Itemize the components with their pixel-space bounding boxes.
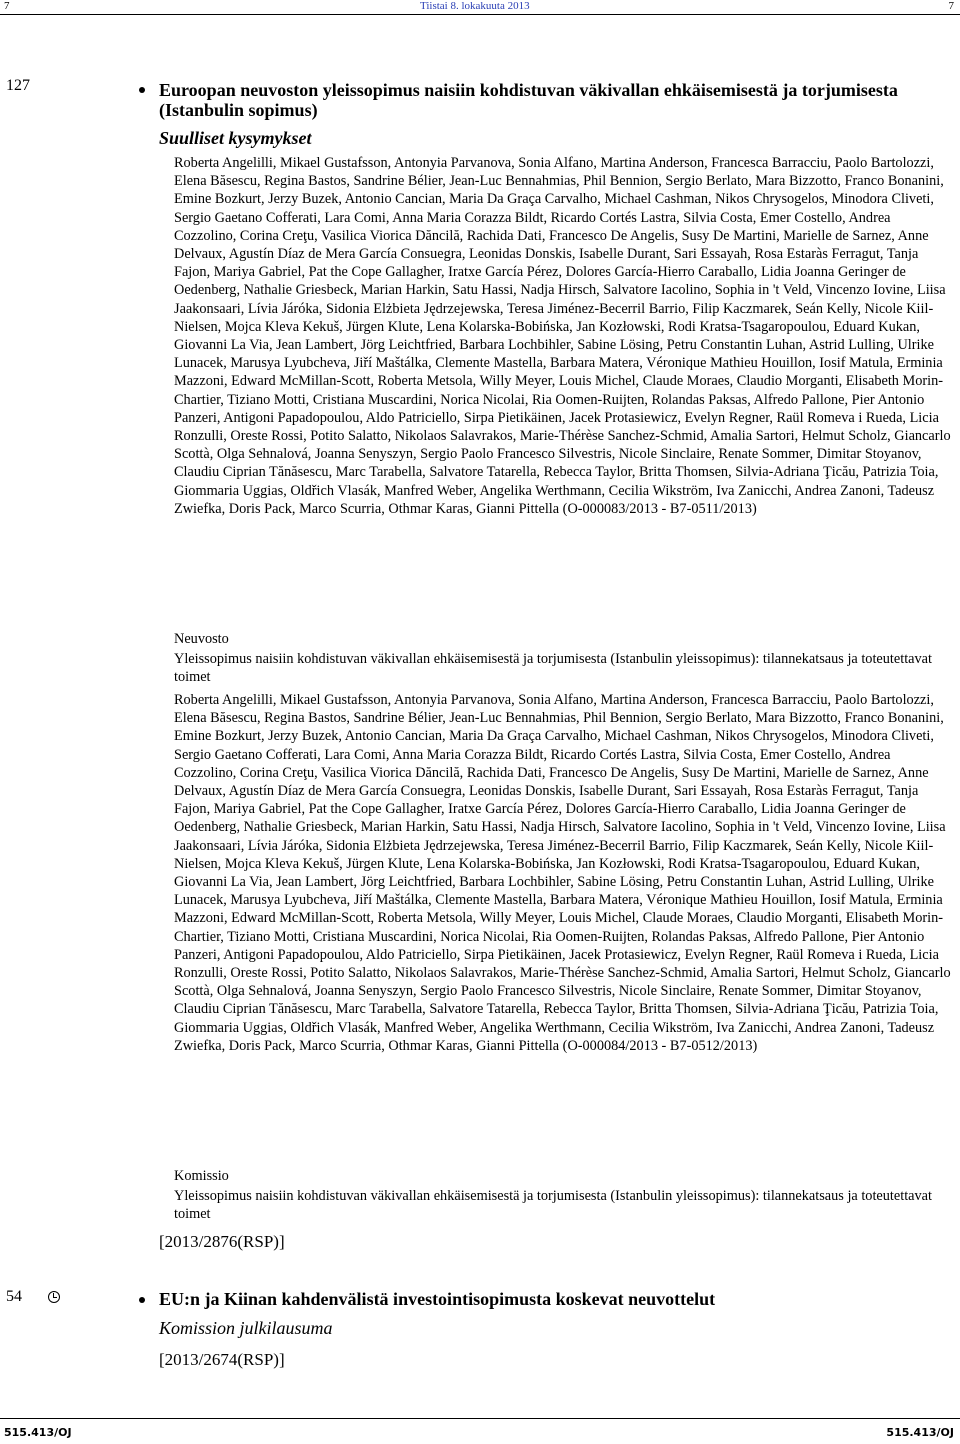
page-footer: [0, 1418, 960, 1444]
footer-doc-ref-right: 515.413/OJ: [886, 1426, 954, 1439]
question-topic: Yleissopimus naisiin kohdistuvan väkivallan ehkäisemisestä ja torjumisesta (Istanbulin yleissopimus): tilannekatsaus ja toteutettavat toimet: [174, 1188, 932, 1223]
clock-icon: [48, 1291, 60, 1303]
footer-rule: [0, 1418, 960, 1419]
item-number: 127: [6, 77, 30, 94]
header-rule: [0, 14, 960, 15]
question-topic: Yleissopimus naisiin kohdistuvan väkivallan ehkäisemisestä ja torjumisesta (Istanbulin yleissopimus): tilannekatsaus ja toteutettavat toimet: [174, 651, 932, 686]
procedure-reference: [2013/2876(RSP)]: [159, 1232, 285, 1251]
item-subtitle: Komission julkilausuma: [159, 1318, 333, 1338]
item-title: EU:n ja Kiinan kahdenvälistä investointisopimusta koskevat neuvottelut: [159, 1289, 716, 1309]
page-header: [0, 0, 960, 14]
footer-doc-ref-left: 515.413/OJ: [4, 1426, 72, 1439]
bullet-icon: [139, 87, 145, 93]
header-page-number-right: 7: [948, 0, 954, 12]
header-page-number-left: 7: [4, 0, 10, 12]
question-addressee: Neuvosto: [174, 631, 229, 647]
question-addressee: Komissio: [174, 1168, 229, 1184]
header-date: Tiistai 8. lokakuuta 2013: [420, 0, 530, 12]
bullet-icon: [139, 1297, 145, 1303]
item-number: 54: [6, 1288, 22, 1305]
item-subtitle: Suulliset kysymykset: [159, 128, 312, 148]
question-authors: Roberta Angelilli, Mikael Gustafsson, Antonyia Parvanova, Sonia Alfano, Martina Anderson, Francesca Barracciu, Paolo Bartolozzi, Elena Băsescu, Regina Bastos, Sandrine Bélier, Jean-Luc Bennahmias, Phil Bennion, Sergio Berlato, Mara Bizzotto, Franco Bonanini, Emine Bozkurt, Jerzy Buzek, Antonio Cancian, Maria Da Graça Carvalho, Michael Cashman, Nikos Chrysogelos, Minodora Cliveti, Sergio Gaetano Cofferati, Lara Comi, Anna Maria Corazza Bildt, Ricardo Cortés Lastra, Silvia Costa, Emer Costello, Andrea Cozzolino, Corina Creţu, Vasilica Viorica Dăncilă, Rachida Dati, Francesco De Angelis, Susy De Martini, Marielle de Sarnez, Anne Delvaux, Agustín Díaz de Mera García Consuegra, Leonidas Donskis, Isabelle Durant, Sari Essayah, Rosa Estaràs Ferragut, Tanja Fajon, Mariya Gabriel, Pat the Cope Gallagher, Iratxe García Pérez, Dolores García-Hierro Caraballo, Lidia Joanna Geringer de Oedenberg, Nathalie Griesbeck, Marian Harkin, Satu Hassi, Nadja Hirsch, Salvatore Iacolino, Sophia in 't Veld, Vincenzo Iovine, Liisa Jaakonsaari, Lívia Járóka, Sidonia Elżbieta Jędrzejewska, Teresa Jiménez-Becerril Barrio, Filip Kaczmarek, Seán Kelly, Nicole Kiil-Nielsen, Mojca Kleva Kekuš, Jürgen Klute, Lena Kolarska-Bobińska, Jan Kozłowski, Rodi Kratsa-Tsagaropoulou, Eduard Kukan, Giovanni La Via, Jean Lambert, Jörg Leichtfried, Barbara Lochbihler, Sabine Lösing, Petru Constantin Luhan, Astrid Lulling, Ulrike Lunacek, Marusya Lyubcheva, Jiří Maštálka, Clemente Mastella, Barbara Matera, Véronique Mathieu Houillon, Iosif Matula, Erminia Mazzoni, Edward McMillan-Scott, Roberta Metsola, Willy Meyer, Louis Michel, Claude Moraes, Claudio Morganti, Elisabeth Morin-Chartier, Tiziano Motti, Cristiana Muscardini, Norica Nicolai, Ria Oomen-Ruijten, Rolandas Paksas, Alfredo Pallone, Pier Antonio Panzeri, Antigoni Papadopoulou, Aldo Patriciello, Sirpa Pietikäinen, Jacek Protasiewicz, Evelyn Regner, Raül Romeva i Rueda, Licia Ronzulli, Oreste Rossi, Potito Salatto, Nikolaos Salavrakos, Marie-Thérèse Sanchez-Schmid, Amalia Sartori, Helmut Scholz, Giancarlo Scottà, Olga Sehnalová, Joanna Senyszyn, Sergio Paolo Francesco Silvestris, Nicole Sinclaire, Renate Sommer, Dimitar Stoyanov, Claudiu Ciprian Tănăsescu, Marc Tarabella, Salvatore Tatarella, Rebecca Taylor, Britta Thomsen, Silvia-Adriana Ţicău, Patrizia Toia, Giommaria Uggias, Oldřich Vlasák, Manfred Weber, Angelika Werthmann, Cecilia Wikström, Iva Zanicchi, Andrea Zanoni, Tadeusz Zwiefka, Doris Pack, Marco Scurria, Othmar Karas, Gianni Pittella (O-000084/2013 - B7-0512/2013): [174, 692, 951, 1054]
item-title: Euroopan neuvoston yleissopimus naisiin kohdistuvan väkivallan ehkäisemisestä ja torjumisesta (Istanbulin sopimus): [159, 80, 898, 120]
question-authors: Roberta Angelilli, Mikael Gustafsson, Antonyia Parvanova, Sonia Alfano, Martina Anderson, Francesca Barracciu, Paolo Bartolozzi, Elena Băsescu, Regina Bastos, Sandrine Bélier, Jean-Luc Bennahmias, Phil Bennion, Sergio Berlato, Mara Bizzotto, Franco Bonanini, Emine Bozkurt, Jerzy Buzek, Antonio Cancian, Maria Da Graça Carvalho, Michael Cashman, Nikos Chrysogelos, Minodora Cliveti, Sergio Gaetano Cofferati, Lara Comi, Anna Maria Corazza Bildt, Ricardo Cortés Lastra, Silvia Costa, Emer Costello, Andrea Cozzolino, Corina Creţu, Vasilica Viorica Dăncilă, Rachida Dati, Francesco De Angelis, Susy De Martini, Marielle de Sarnez, Anne Delvaux, Agustín Díaz de Mera García Consuegra, Leonidas Donskis, Isabelle Durant, Sari Essayah, Rosa Estaràs Ferragut, Tanja Fajon, Mariya Gabriel, Pat the Cope Gallagher, Iratxe García Pérez, Dolores García-Hierro Caraballo, Lidia Joanna Geringer de Oedenberg, Nathalie Griesbeck, Marian Harkin, Satu Hassi, Nadja Hirsch, Salvatore Iacolino, Sophia in 't Veld, Vincenzo Iovine, Liisa Jaakonsaari, Lívia Járóka, Sidonia Elżbieta Jędrzejewska, Teresa Jiménez-Becerril Barrio, Filip Kaczmarek, Seán Kelly, Nicole Kiil-Nielsen, Mojca Kleva Kekuš, Jürgen Klute, Lena Kolarska-Bobińska, Jan Kozłowski, Rodi Kratsa-Tsagaropoulou, Eduard Kukan, Giovanni La Via, Jean Lambert, Jörg Leichtfried, Barbara Lochbihler, Sabine Lösing, Petru Constantin Luhan, Astrid Lulling, Ulrike Lunacek, Marusya Lyubcheva, Jiří Maštálka, Clemente Mastella, Barbara Matera, Véronique Mathieu Houillon, Iosif Matula, Erminia Mazzoni, Edward McMillan-Scott, Roberta Metsola, Willy Meyer, Louis Michel, Claude Moraes, Claudio Morganti, Elisabeth Morin-Chartier, Tiziano Motti, Cristiana Muscardini, Norica Nicolai, Ria Oomen-Ruijten, Rolandas Paksas, Alfredo Pallone, Pier Antonio Panzeri, Antigoni Papadopoulou, Aldo Patriciello, Sirpa Pietikäinen, Jacek Protasiewicz, Evelyn Regner, Raül Romeva i Rueda, Licia Ronzulli, Oreste Rossi, Potito Salatto, Nikolaos Salavrakos, Marie-Thérèse Sanchez-Schmid, Amalia Sartori, Helmut Scholz, Giancarlo Scottà, Olga Sehnalová, Joanna Senyszyn, Sergio Paolo Francesco Silvestris, Nicole Sinclaire, Renate Sommer, Dimitar Stoyanov, Claudiu Ciprian Tănăsescu, Marc Tarabella, Salvatore Tatarella, Rebecca Taylor, Britta Thomsen, Silvia-Adriana Ţicău, Patrizia Toia, Giommaria Uggias, Oldřich Vlasák, Manfred Weber, Angelika Werthmann, Cecilia Wikström, Iva Zanicchi, Andrea Zanoni, Tadeusz Zwiefka, Doris Pack, Marco Scurria, Othmar Karas, Gianni Pittella (O-000083/2013 - B7-0511/2013): [174, 155, 951, 517]
procedure-reference: [2013/2674(RSP)]: [159, 1350, 285, 1369]
